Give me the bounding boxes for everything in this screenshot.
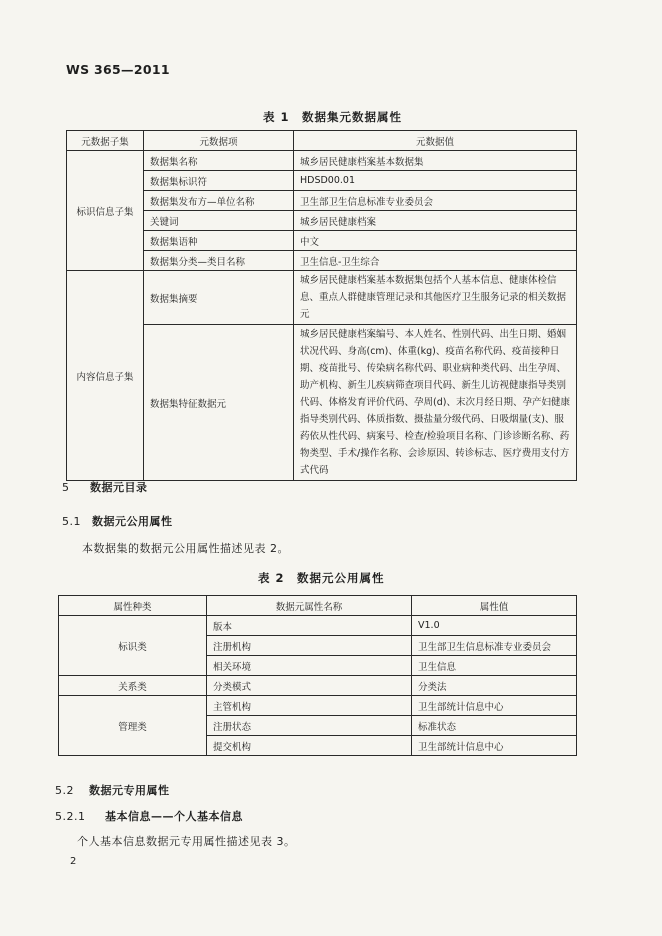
section-number: 5.1 bbox=[62, 515, 81, 528]
value-cell: 城乡居民健康档案编号、本人姓名、性别代码、出生日期、婚姻状况代码、身高(cm)、体重(kg)、疫苗名称代码、疫苗接种日期、疫苗批号、传染病名称代码、职业病种类代码、出生孕周、助产机构、新生儿疾病筛查项目代码、新生儿访视健康指导类别代码、体格发育评价代码、孕周(d)、末次月经日期、孕产妇健康指导类别代码、体质指数、摄盐量分级代码、日吸烟量(支)、服药依从性代码、病案号、检查/检验项目名称、门诊诊断名称、药物类型、手术/操作名称、会诊原因、转诊标志、医疗费用支付方式代码 bbox=[294, 325, 577, 481]
table-row bbox=[67, 211, 577, 231]
table-header-row bbox=[59, 596, 577, 616]
item-cell: 数据集特征数据元 bbox=[144, 325, 294, 481]
table-row bbox=[67, 151, 577, 171]
value-cell: 卫生信息-卫生综合 bbox=[294, 251, 577, 271]
table-row bbox=[67, 325, 577, 481]
section-title: 数据元公用属性 bbox=[92, 515, 173, 528]
value-cell: 城乡居民健康档案基本数据集包括个人基本信息、健康体检信息、重点人群健康管理记录和其他医疗卫生服务记录的相关数据元 bbox=[294, 271, 577, 325]
column-header: 数据元属性名称 bbox=[207, 596, 412, 616]
section-number: 5 bbox=[62, 481, 70, 494]
section-number: 5.2 bbox=[55, 784, 74, 797]
item-cell: 数据集分类—类目名称 bbox=[144, 251, 294, 271]
table1-caption: 表 1 数据集元数据属性 bbox=[263, 110, 403, 124]
attribute-value-cell: 卫生部卫生信息标准专业委员会 bbox=[412, 636, 577, 656]
item-cell: 数据集发布方—单位名称 bbox=[144, 191, 294, 211]
value-cell: 中文 bbox=[294, 231, 577, 251]
attribute-name-cell: 版本 bbox=[207, 616, 412, 636]
table-row bbox=[59, 696, 577, 716]
item-cell: 数据集摘要 bbox=[144, 271, 294, 325]
section-title: 数据元专用属性 bbox=[89, 784, 170, 797]
section-title: 数据元目录 bbox=[90, 481, 148, 494]
attribute-value-cell: 卫生部统计信息中心 bbox=[412, 696, 577, 716]
column-header: 属性值 bbox=[412, 596, 577, 616]
item-cell: 数据集语种 bbox=[144, 231, 294, 251]
attribute-name-cell: 提交机构 bbox=[207, 736, 412, 756]
common-attributes-table bbox=[58, 595, 577, 756]
table-row bbox=[67, 271, 577, 325]
attribute-name-cell: 相关环境 bbox=[207, 656, 412, 676]
attribute-name-cell: 主管机构 bbox=[207, 696, 412, 716]
section-5-2-heading bbox=[55, 782, 170, 798]
section-5-2-1-paragraph: 个人基本信息数据元专用属性描述见表 3。 bbox=[77, 835, 296, 848]
subset-cell: 标识信息子集 bbox=[67, 151, 144, 271]
table2-caption: 表 2 数据元公用属性 bbox=[258, 571, 385, 585]
category-cell: 管理类 bbox=[59, 696, 207, 756]
dataset-metadata-table bbox=[66, 130, 577, 481]
attribute-value-cell: 卫生信息 bbox=[412, 656, 577, 676]
table-row bbox=[67, 171, 577, 191]
section-5-heading bbox=[62, 479, 148, 495]
section-5-1-heading bbox=[62, 513, 173, 529]
value-cell: 城乡居民健康档案 bbox=[294, 211, 577, 231]
column-header: 元数据项 bbox=[144, 131, 294, 151]
column-header: 属性种类 bbox=[59, 596, 207, 616]
column-header: 元数据值 bbox=[294, 131, 577, 151]
section-5-1-paragraph: 本数据集的数据元公用属性描述见表 2。 bbox=[82, 542, 289, 555]
table-row bbox=[67, 231, 577, 251]
column-header: 元数据子集 bbox=[67, 131, 144, 151]
subset-cell: 内容信息子集 bbox=[67, 271, 144, 481]
section-5-2-1-heading bbox=[55, 808, 243, 824]
attribute-value-cell: 分类法 bbox=[412, 676, 577, 696]
section-number: 5.2.1 bbox=[55, 810, 86, 823]
attribute-name-cell: 注册机构 bbox=[207, 636, 412, 656]
standard-code: WS 365—2011 bbox=[66, 62, 170, 77]
value-cell: 卫生部卫生信息标准专业委员会 bbox=[294, 191, 577, 211]
table-row bbox=[59, 616, 577, 636]
table-row bbox=[67, 251, 577, 271]
category-cell: 标识类 bbox=[59, 616, 207, 676]
item-cell: 数据集名称 bbox=[144, 151, 294, 171]
table-row bbox=[59, 676, 577, 696]
table-row bbox=[67, 191, 577, 211]
item-cell: 数据集标识符 bbox=[144, 171, 294, 191]
category-cell: 关系类 bbox=[59, 676, 207, 696]
section-title: 基本信息——个人基本信息 bbox=[105, 810, 243, 823]
attribute-value-cell: 标准状态 bbox=[412, 716, 577, 736]
value-cell: HDSD00.01 bbox=[294, 171, 577, 191]
value-cell: 城乡居民健康档案基本数据集 bbox=[294, 151, 577, 171]
page-number: 2 bbox=[70, 856, 77, 867]
attribute-name-cell: 注册状态 bbox=[207, 716, 412, 736]
attribute-name-cell: 分类模式 bbox=[207, 676, 412, 696]
table-header-row bbox=[67, 131, 577, 151]
attribute-value-cell: V1.0 bbox=[412, 616, 577, 636]
attribute-value-cell: 卫生部统计信息中心 bbox=[412, 736, 577, 756]
item-cell: 关键词 bbox=[144, 211, 294, 231]
